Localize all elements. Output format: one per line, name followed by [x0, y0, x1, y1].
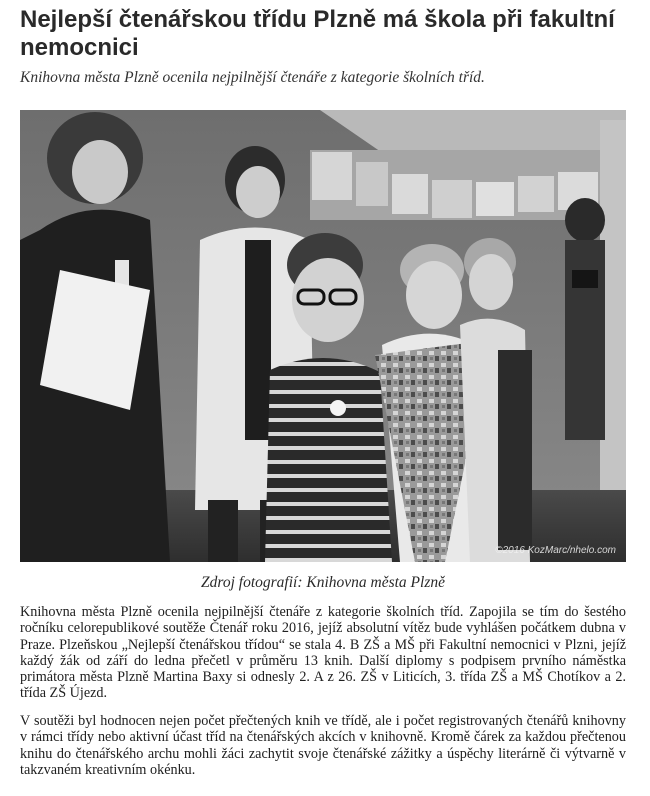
article-subtitle: Knihovna města Plzně ocenila nejpilnější čtenáře z kategorie školních tříd. — [20, 69, 485, 86]
photo-caption: Zdroj fotografií: Knihovna města Plzně — [201, 574, 445, 591]
article-photo — [20, 110, 626, 562]
article-paragraph-1: Knihovna města Plzně ocenila nejpilnější čtenáře z kategorie školních tříd. Zapojila se tím do šestého ročníku celorepublikové soutěže Čtenář roku 2016, jejíž absolutní vítěz bude vyhlášen počátkem dubna v Praze. Plzeňskou „Nejlepší čtenářskou třídou“ se stala 4. B ZŠ a MŠ při Fakultní nemocnici v Plzni, jejíž každý žák od září do ledna přečetl v průměru 13 knih. Další diplomy s podpisem prvního náměstka primátora města Plzně Martina Baxy si odnesly 2. A z 26. ZŠ v Liticích, 3. třída ZŠ a MŠ Chotíkov a 2. třída ZŠ Újezd. — [20, 604, 626, 702]
photo-credit: ©2016 KozMarc/nhelo.com — [495, 545, 616, 556]
article-paragraph-2: V soutěži byl hodnocen nejen počet přečtených knih ve třídě, ale i počet registrovaných čtenářů knihovny v rámci třídy nebo aktivní účast tříd na čtenářských akcích v knihovně. Kromě čárek za každou přečtenou knihu do čtenářského archu mohli žáci zachytit svoje čtenářské zážitky a úspěchy literárně či výtvarně v takzvaném kreativním okénku. — [20, 713, 626, 778]
photo-illustration — [20, 110, 626, 562]
person-photographer — [565, 198, 605, 440]
article-headline: Nejlepší čtenářskou třídu Plzně má škola při fakultní nemocnici — [20, 6, 615, 61]
papers-in-hand — [40, 270, 150, 410]
